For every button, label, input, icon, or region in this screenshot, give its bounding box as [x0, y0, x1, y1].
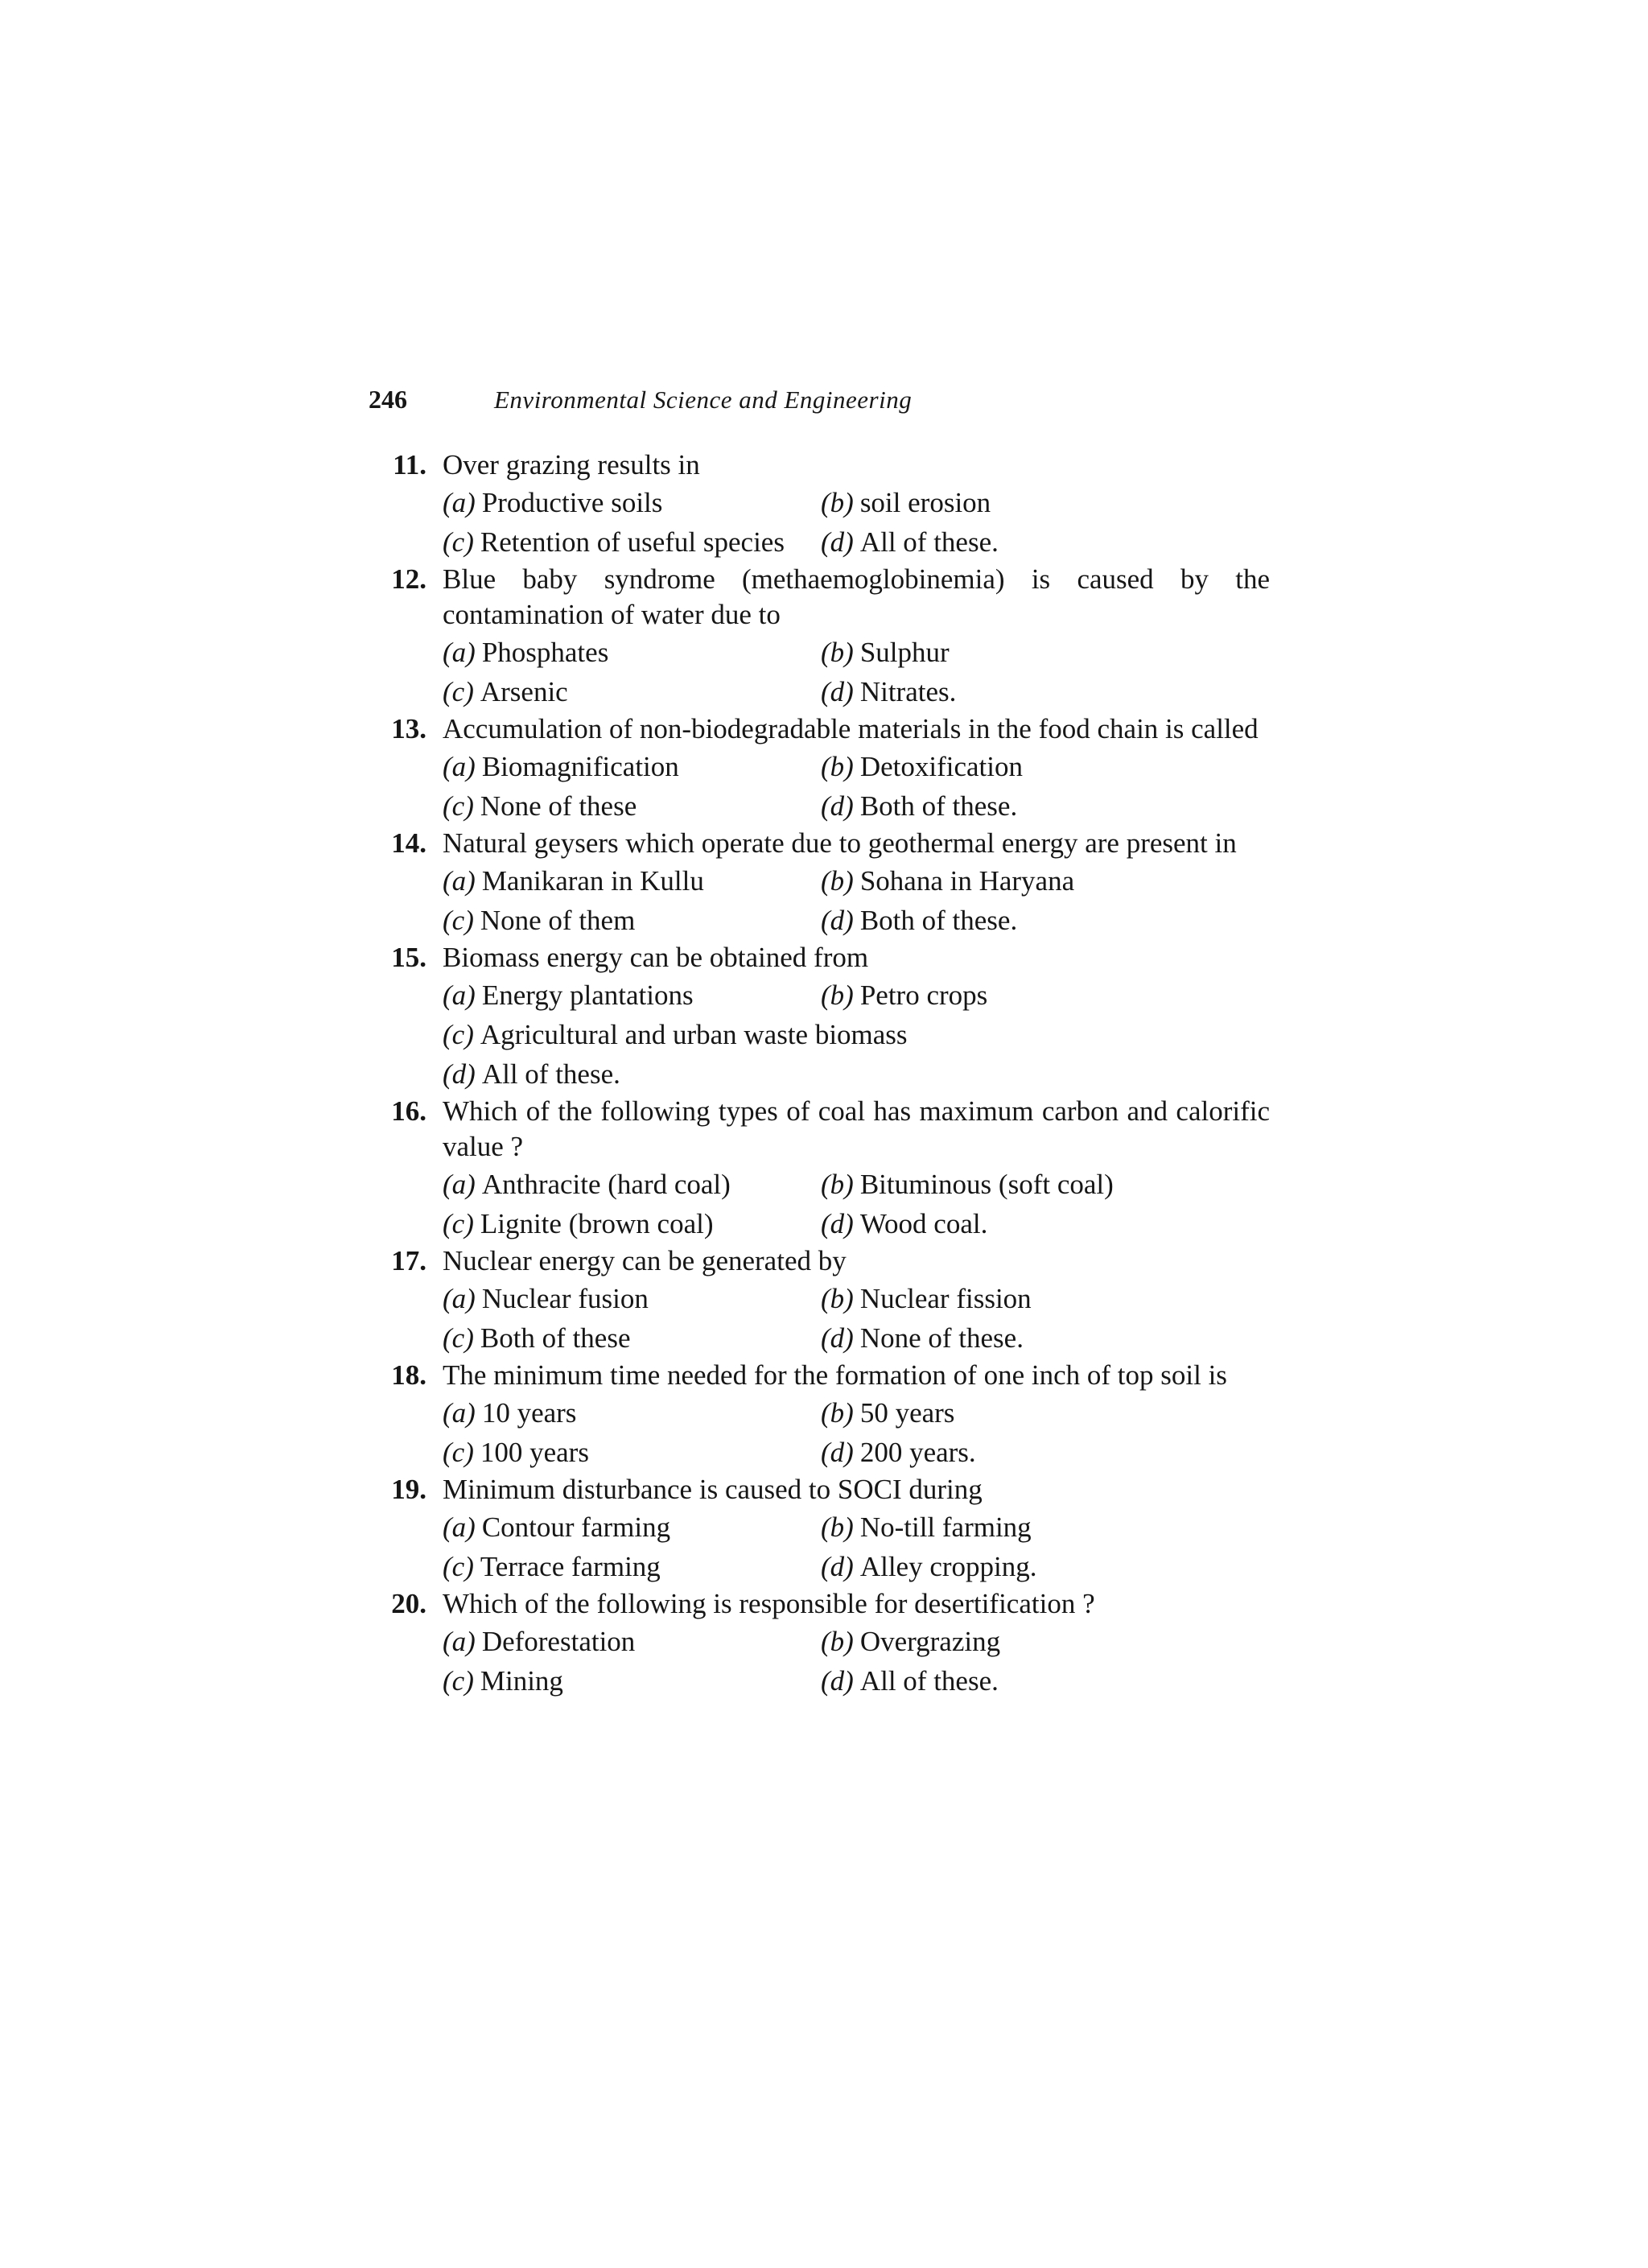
- answer-option: [821, 786, 1017, 826]
- question-body: [443, 1094, 1270, 1243]
- option-text: Detoxification: [859, 751, 1023, 782]
- option-text: Phosphates: [481, 637, 609, 668]
- question-text: The minimum time needed for the formation of one inch of top soil is: [443, 1359, 1227, 1391]
- option-label: (c): [443, 1208, 474, 1239]
- question-item: [369, 447, 1270, 562]
- option-label: (c): [443, 676, 474, 707]
- question-item: [369, 1586, 1270, 1701]
- answer-option: [821, 672, 956, 711]
- option-label: (c): [443, 526, 474, 558]
- answer-option: [821, 522, 999, 562]
- answer-option: [443, 1433, 821, 1472]
- question-text: Natural geysers which operate due to geothermal energy are present in: [443, 827, 1237, 859]
- option-label: (b): [821, 1626, 854, 1657]
- answer-option: [443, 901, 821, 940]
- answer-option: [821, 1318, 1024, 1358]
- option-row: [443, 672, 1270, 711]
- option-text: Contour farming: [481, 1511, 671, 1543]
- option-label: (c): [443, 1437, 474, 1468]
- question-number: 18.: [391, 1359, 426, 1391]
- answer-option: [443, 1204, 821, 1243]
- option-row: [443, 1622, 1270, 1661]
- answer-option: [821, 1622, 1000, 1661]
- question-item: [369, 1243, 1270, 1358]
- question-body: [443, 1243, 1270, 1358]
- option-label: (a): [443, 1283, 476, 1314]
- answer-option: [821, 633, 950, 672]
- question-body: [443, 711, 1270, 826]
- option-label: (b): [821, 1397, 854, 1429]
- option-text: All of these.: [481, 1058, 620, 1090]
- answer-option: [821, 901, 1017, 940]
- option-text: Nuclear fission: [859, 1283, 1032, 1314]
- option-row: [443, 747, 1270, 786]
- option-row: [443, 633, 1270, 672]
- answer-option: [443, 786, 821, 826]
- option-label: (d): [821, 676, 854, 707]
- question-number: 11.: [393, 449, 426, 480]
- option-text: Arsenic: [480, 676, 568, 707]
- option-row: [443, 1433, 1270, 1472]
- option-text: Manikaran in Kullu: [481, 865, 704, 897]
- question-number: 19.: [391, 1474, 426, 1505]
- question-list: [369, 447, 1270, 1701]
- page-header: [369, 385, 912, 433]
- option-row: [443, 1279, 1270, 1318]
- question-number: 12.: [391, 563, 426, 595]
- option-text: Petro crops: [859, 979, 988, 1011]
- question-text: Blue baby syndrome (methaemoglobinemia) is caused by the contamination of water due to: [443, 563, 1270, 630]
- option-label: (d): [443, 1058, 476, 1090]
- question-item: [369, 1358, 1270, 1472]
- option-row: [443, 522, 1270, 562]
- running-title: Environmental Science and Engineering: [494, 386, 913, 414]
- option-label: (b): [821, 1169, 854, 1200]
- option-label: (d): [821, 1551, 854, 1582]
- question-item: [369, 940, 1270, 1094]
- option-label: (d): [821, 526, 854, 558]
- option-label: (a): [443, 637, 476, 668]
- answer-option: [821, 483, 991, 522]
- answer-option: [443, 522, 821, 562]
- option-label: (b): [821, 1511, 854, 1543]
- question-item: [369, 1472, 1270, 1586]
- question-number: 20.: [391, 1588, 426, 1619]
- option-label: (c): [443, 1551, 474, 1582]
- answer-option: [443, 1547, 821, 1586]
- option-row: [443, 1015, 1270, 1054]
- option-text: Nitrates.: [859, 676, 957, 707]
- option-text: None of these: [480, 790, 637, 822]
- option-label: (d): [821, 1665, 854, 1697]
- answer-option: [821, 975, 987, 1015]
- option-text: Mining: [480, 1665, 563, 1697]
- option-text: Sulphur: [859, 637, 950, 668]
- option-text: All of these.: [859, 526, 999, 558]
- option-text: 10 years: [481, 1397, 577, 1429]
- option-label: (b): [821, 1283, 854, 1314]
- option-label: (b): [821, 637, 854, 668]
- option-row: [443, 1393, 1270, 1433]
- answer-option: [443, 633, 821, 672]
- question-text: Minimum disturbance is caused to SOCI during: [443, 1474, 983, 1505]
- answer-option: [821, 1393, 954, 1433]
- option-text: Overgrazing: [859, 1626, 1001, 1657]
- option-label: (a): [443, 487, 476, 518]
- answer-option: [443, 672, 821, 711]
- question-text: Which of the following is responsible for desertification ?: [443, 1588, 1095, 1619]
- option-text: Deforestation: [481, 1626, 636, 1657]
- answer-option: [443, 1279, 821, 1318]
- option-row: [443, 483, 1270, 522]
- option-text: Retention of useful species: [480, 526, 785, 558]
- option-text: 50 years: [859, 1397, 955, 1429]
- question-number: 13.: [391, 713, 426, 744]
- option-text: Both of these: [480, 1322, 631, 1354]
- option-label: (a): [443, 1626, 476, 1657]
- option-row: [443, 786, 1270, 826]
- answer-option: [821, 1661, 999, 1701]
- answer-option: [443, 1318, 821, 1358]
- answer-option: [443, 1661, 821, 1701]
- answer-option: [821, 1507, 1032, 1547]
- option-text: Energy plantations: [481, 979, 694, 1011]
- option-label: (d): [821, 790, 854, 822]
- option-text: None of them: [480, 905, 636, 936]
- option-row: [443, 1547, 1270, 1586]
- question-number: 15.: [391, 942, 426, 973]
- answer-option: [443, 483, 821, 522]
- question-body: [443, 940, 1270, 1094]
- question-item: [369, 711, 1270, 826]
- answer-option: [443, 1507, 821, 1547]
- option-row: [443, 1661, 1270, 1701]
- option-label: (d): [821, 1208, 854, 1239]
- option-label: (c): [443, 1665, 474, 1697]
- option-label: (b): [821, 865, 854, 897]
- answer-option: [821, 1279, 1032, 1318]
- answer-option: [443, 1393, 821, 1433]
- option-row: [443, 861, 1270, 901]
- answer-option: [443, 861, 821, 901]
- option-label: (c): [443, 790, 474, 822]
- option-label: (c): [443, 1322, 474, 1354]
- option-text: Lignite (brown coal): [480, 1208, 714, 1239]
- option-text: Wood coal.: [859, 1208, 988, 1239]
- answer-option: [443, 1054, 620, 1094]
- option-text: Sohana in Haryana: [859, 865, 1075, 897]
- question-text: Which of the following types of coal has maximum carbon and calorific value ?: [443, 1095, 1270, 1162]
- option-row: [443, 901, 1270, 940]
- option-label: (a): [443, 979, 476, 1011]
- option-row: [443, 1054, 1270, 1094]
- question-text: Nuclear energy can be generated by: [443, 1245, 847, 1276]
- option-label: (a): [443, 865, 476, 897]
- option-text: Both of these.: [859, 790, 1018, 822]
- answer-option: [821, 1433, 976, 1472]
- question-text: Biomass energy can be obtained from: [443, 942, 869, 973]
- answer-option: [821, 747, 1023, 786]
- option-label: (d): [821, 905, 854, 936]
- question-body: [443, 1586, 1270, 1701]
- option-label: (a): [443, 1511, 476, 1543]
- option-row: [443, 975, 1270, 1015]
- answer-option: [443, 1165, 821, 1204]
- option-row: [443, 1318, 1270, 1358]
- option-text: Anthracite (hard coal): [481, 1169, 731, 1200]
- option-label: (a): [443, 1397, 476, 1429]
- question-item: [369, 826, 1270, 940]
- option-text: soil erosion: [859, 487, 991, 518]
- question-text: Accumulation of non-biodegradable materials in the food chain is called: [443, 713, 1259, 744]
- option-label: (a): [443, 751, 476, 782]
- question-item: [369, 562, 1270, 711]
- question-body: [443, 562, 1270, 711]
- answer-option: [821, 1547, 1037, 1586]
- option-text: Bituminous (soft coal): [859, 1169, 1114, 1200]
- question-number: 16.: [391, 1095, 426, 1127]
- option-label: (b): [821, 979, 854, 1011]
- option-label: (a): [443, 1169, 476, 1200]
- answer-option: [443, 1015, 908, 1054]
- question-body: [443, 826, 1270, 940]
- option-text: None of these.: [859, 1322, 1024, 1354]
- answer-option: [443, 747, 821, 786]
- question-body: [443, 1472, 1270, 1586]
- option-label: (c): [443, 1019, 474, 1050]
- option-text: Both of these.: [859, 905, 1018, 936]
- question-body: [443, 447, 1270, 562]
- answer-option: [821, 1204, 987, 1243]
- option-label: (b): [821, 751, 854, 782]
- option-label: (c): [443, 905, 474, 936]
- option-text: Nuclear fusion: [481, 1283, 649, 1314]
- option-label: (d): [821, 1322, 854, 1354]
- question-item: [369, 1094, 1270, 1243]
- answer-option: [821, 861, 1074, 901]
- option-text: Agricultural and urban waste biomass: [480, 1019, 908, 1050]
- page-number: 246: [369, 385, 407, 414]
- option-text: Terrace farming: [480, 1551, 661, 1582]
- option-text: Productive soils: [481, 487, 663, 518]
- option-row: [443, 1507, 1270, 1547]
- question-number: 14.: [391, 827, 426, 859]
- question-text: Over grazing results in: [443, 449, 700, 480]
- answer-option: [443, 975, 821, 1015]
- question-number: 17.: [391, 1245, 426, 1276]
- option-row: [443, 1204, 1270, 1243]
- option-text: All of these.: [859, 1665, 999, 1697]
- answer-option: [821, 1165, 1114, 1204]
- option-text: Biomagnification: [481, 751, 679, 782]
- option-text: 100 years: [480, 1437, 589, 1468]
- option-label: (d): [821, 1437, 854, 1468]
- option-text: Alley cropping.: [859, 1551, 1037, 1582]
- option-label: (b): [821, 487, 854, 518]
- answer-option: [443, 1622, 821, 1661]
- option-row: [443, 1165, 1270, 1204]
- option-text: No-till farming: [859, 1511, 1032, 1543]
- question-body: [443, 1358, 1270, 1472]
- option-text: 200 years.: [859, 1437, 976, 1468]
